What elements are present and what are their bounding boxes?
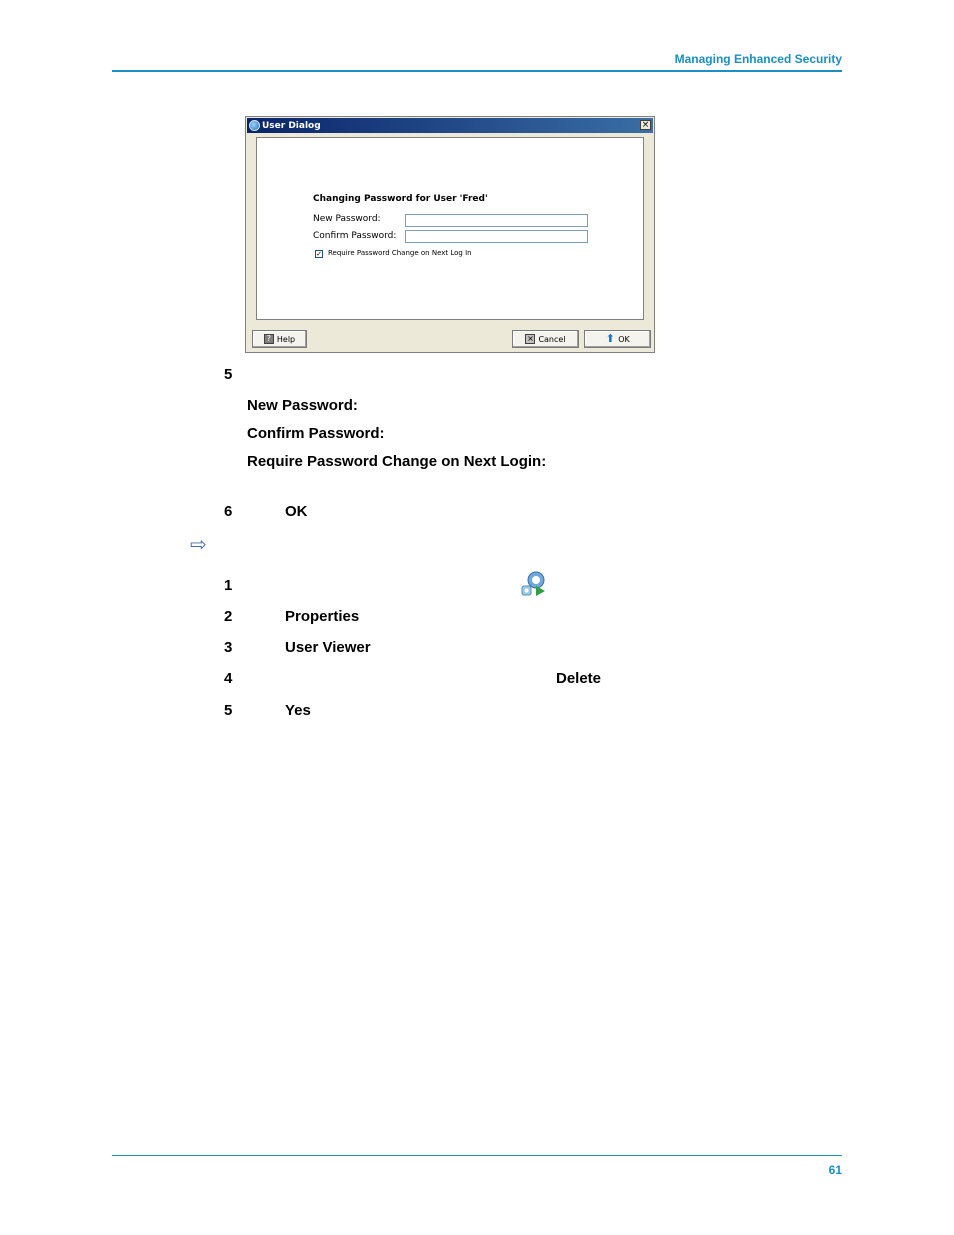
help-button[interactable] (252, 330, 307, 348)
require-change-label: Require Password Change on Next Log In (328, 249, 472, 257)
step-number: 1 (224, 577, 233, 594)
step-number: 6 (224, 503, 233, 520)
step-keyword-user-viewer: User Viewer (285, 639, 371, 656)
user-manager-icon (519, 571, 547, 597)
ok-button[interactable] (584, 330, 651, 348)
dialog-content-panel (256, 137, 644, 320)
confirm-password-field[interactable] (405, 230, 588, 243)
procedure-arrow-icon: ⇨ (190, 534, 207, 556)
dialog-title: User Dialog (262, 120, 321, 131)
cancel-button-label: Cancel (538, 334, 566, 344)
page-number: 61 (828, 1163, 842, 1177)
help-icon: ? (264, 334, 274, 344)
footer-rule (112, 1155, 842, 1156)
ok-button-label: OK (618, 334, 630, 344)
option-require-change: Require Password Change on Next Login: (247, 453, 547, 470)
user-dialog-screenshot (245, 116, 655, 353)
close-icon[interactable]: × (641, 120, 650, 130)
option-new-password: New Password: (247, 397, 358, 414)
step-number: 5 (224, 702, 233, 719)
step-keyword-ok: OK (285, 503, 308, 520)
step-keyword-properties: Properties (285, 608, 360, 625)
step-number: 5 (224, 366, 233, 383)
cancel-icon: × (527, 334, 534, 343)
step-number: 4 (224, 670, 233, 687)
help-button-label: Help (276, 334, 296, 344)
new-password-label: New Password: (313, 214, 381, 224)
step-keyword-delete: Delete (556, 670, 602, 687)
require-change-checkbox[interactable]: ✓ (316, 250, 322, 258)
new-password-field[interactable] (405, 214, 588, 227)
app-logo-icon (249, 120, 260, 131)
option-confirm-password: Confirm Password: (247, 425, 385, 442)
dialog-titlebar (247, 118, 653, 133)
step-number: 2 (224, 608, 233, 625)
cancel-button[interactable] (512, 330, 579, 348)
step-number: 3 (224, 639, 233, 656)
dialog-heading: Changing Password for User 'Fred' (313, 194, 488, 204)
confirm-password-label: Confirm Password: (313, 231, 397, 241)
header-rule (112, 70, 842, 72)
up-arrow-icon: ⬆ (605, 332, 615, 345)
header-title: Managing Enhanced Security (674, 52, 842, 66)
step-keyword-yes: Yes (285, 702, 311, 719)
